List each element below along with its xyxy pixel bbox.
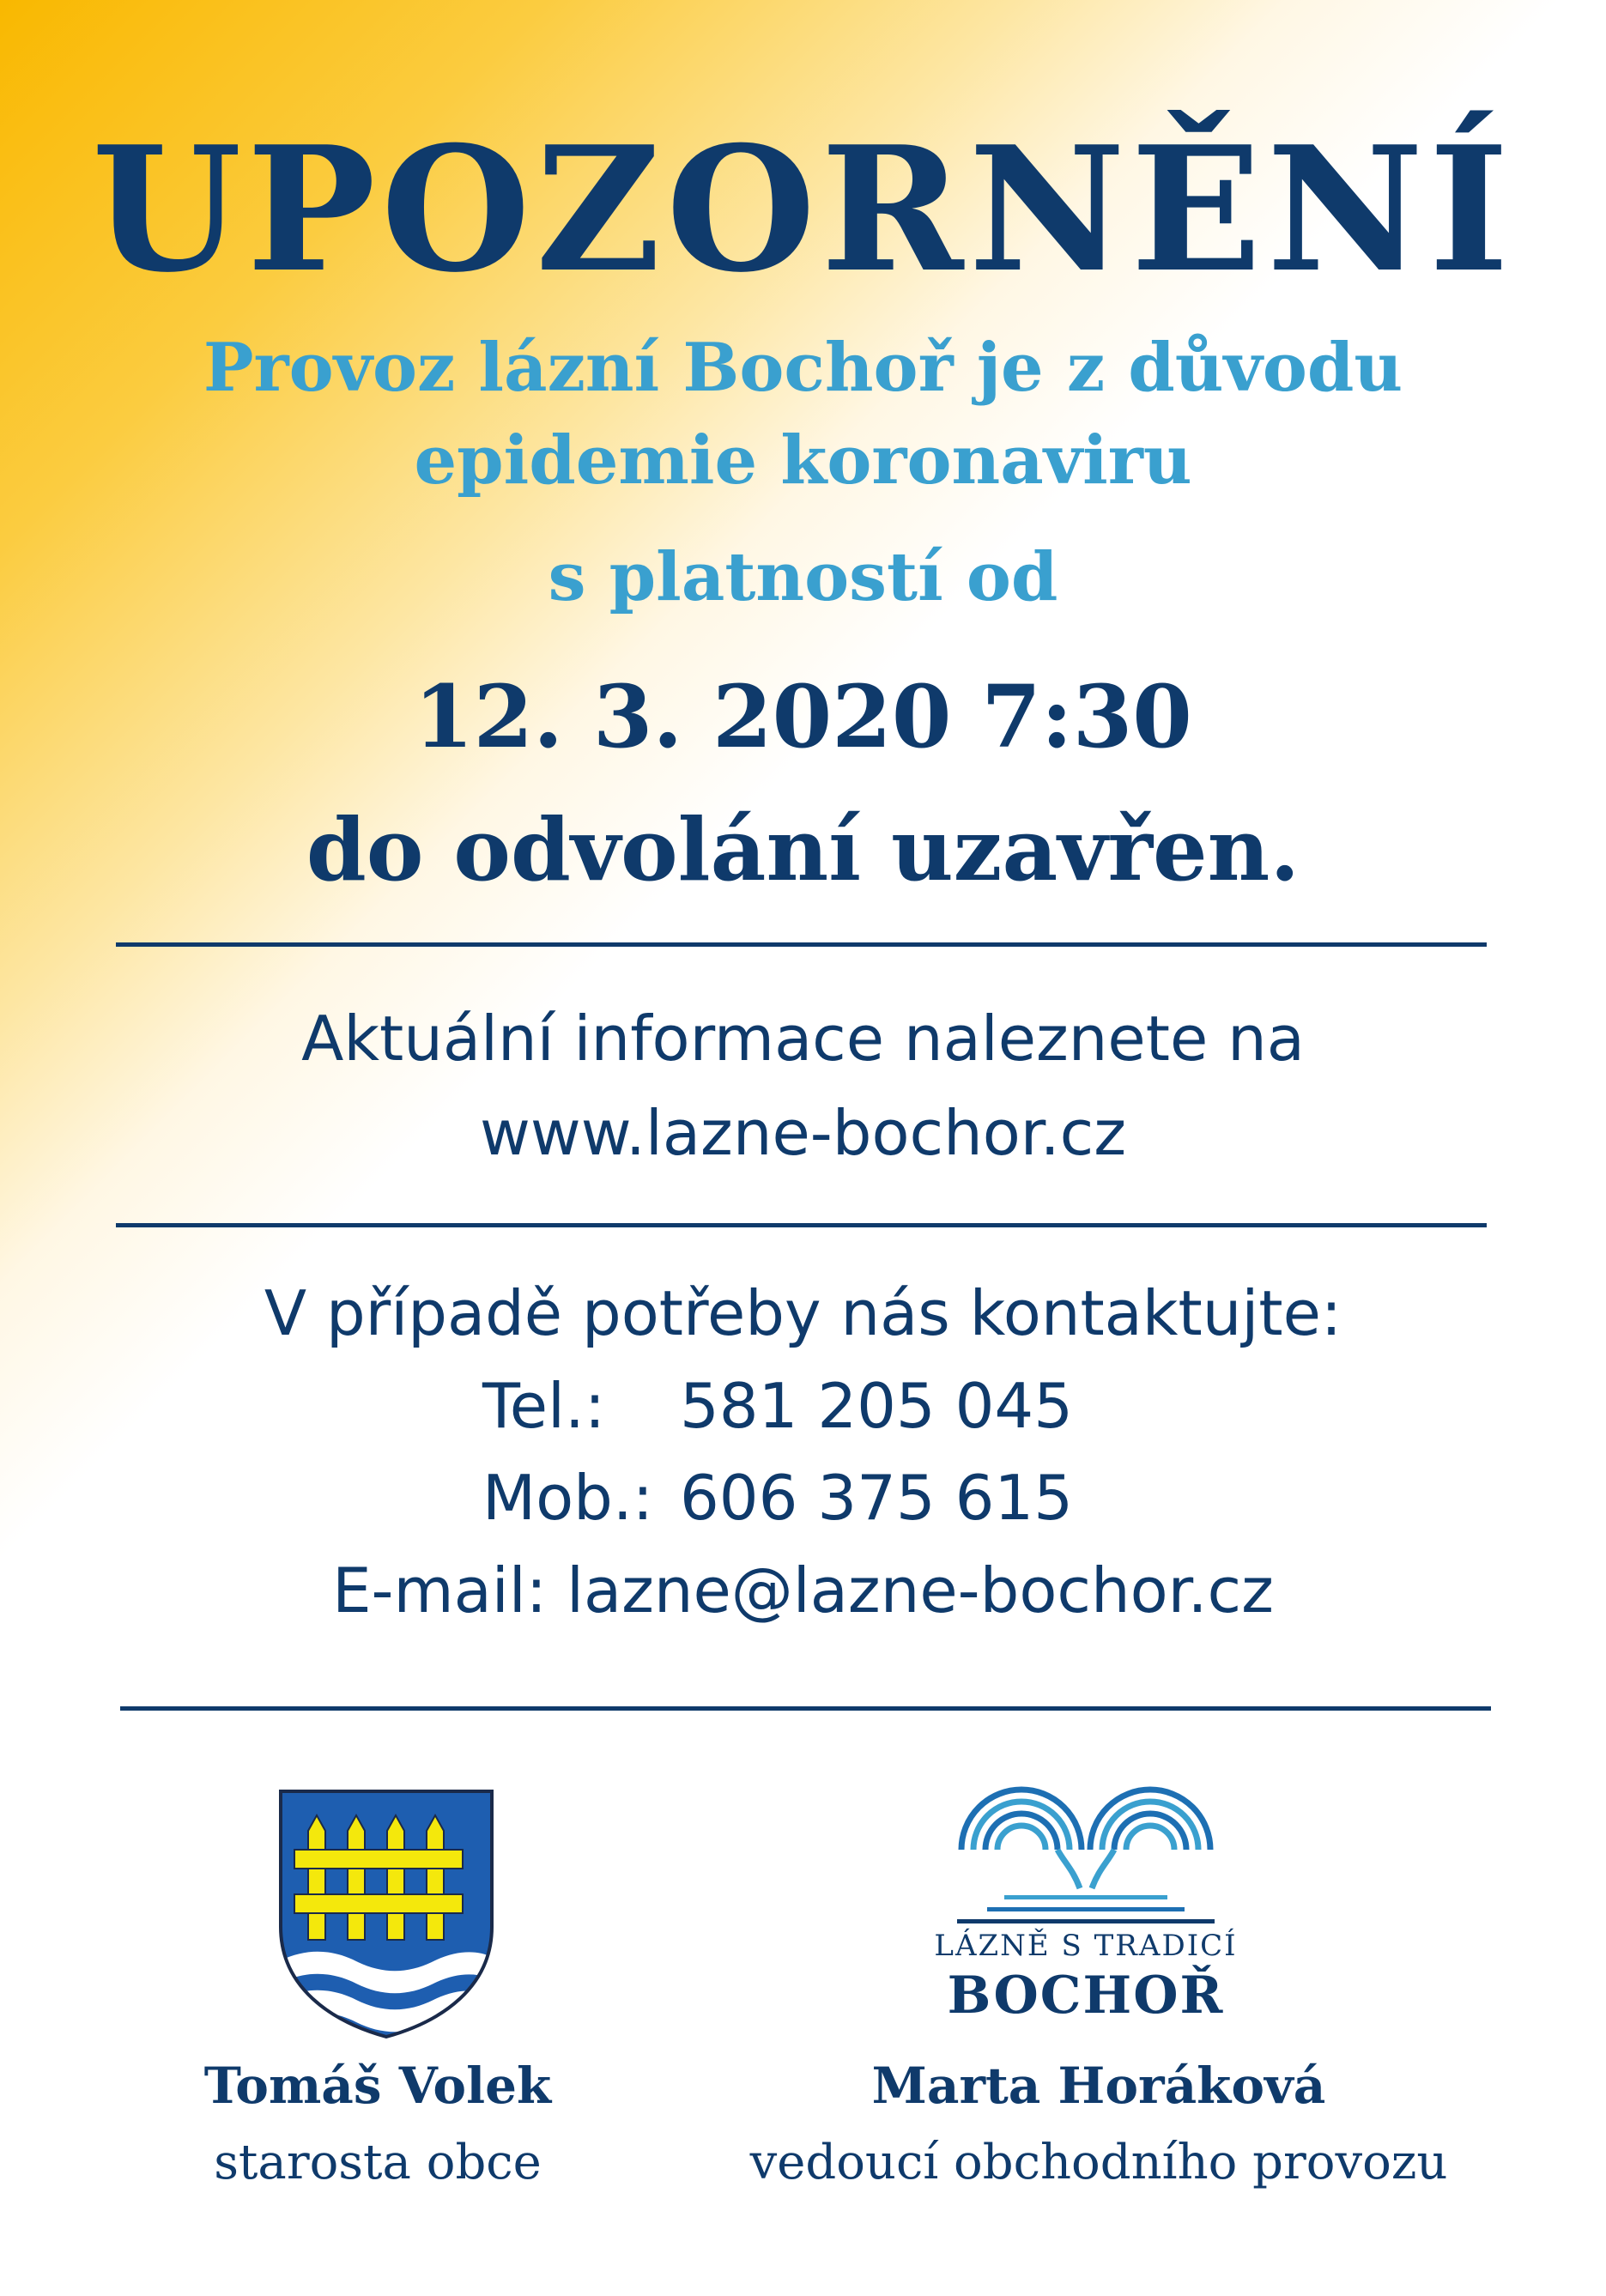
email-address[interactable]: lazne@lazne-bochor.cz [566,1554,1274,1627]
divider-2 [116,1223,1487,1227]
notice-title: UPOZORNĚNÍ [91,109,1515,311]
website-link[interactable]: www.lazne-bochor.cz [479,1097,1127,1169]
email-label: E-mail: [332,1554,548,1627]
subtitle-line-1: Provoz lázní Bochoř je z důvodu [203,329,1403,407]
coat-of-arms-icon [279,1790,494,2039]
contact-phone-row [482,1359,1073,1453]
contact-email-row [0,1543,1606,1638]
signatory-manager-name: Marta Horáková [871,2057,1326,2115]
closure-statement: do odvolání uzavřen. [306,799,1300,900]
logo-name: BOCHOŘ [947,1966,1225,2026]
divider-1 [116,942,1487,947]
mobile-label: Mob.: [482,1462,654,1534]
contact-intro: V případě potřeby nás kontaktujte: [264,1277,1342,1349]
phone-label: Tel.: [482,1370,606,1442]
signatory-mayor-name: Tomáš Volek [203,2057,552,2115]
contact-mobile-row [482,1451,1073,1545]
logo-tagline: LÁZNĚ S TRADICÍ [934,1929,1238,1963]
fountain-arches-icon [953,1768,1219,1940]
subtitle-line-3: s platností od [548,538,1058,616]
phone-number[interactable]: 581 205 045 [680,1370,1074,1442]
mobile-number[interactable]: 606 375 615 [680,1462,1074,1534]
info-text: Aktuální informace naleznete na [301,1003,1305,1075]
signatory-mayor-role: starosta obce [214,2135,542,2190]
closure-date: 12. 3. 2020 7:30 [414,666,1192,767]
divider-3 [120,1706,1491,1711]
subtitle-line-2: epidemie koronaviru [414,421,1192,500]
signatory-manager-role: vedoucí obchodního provozu [749,2135,1448,2190]
